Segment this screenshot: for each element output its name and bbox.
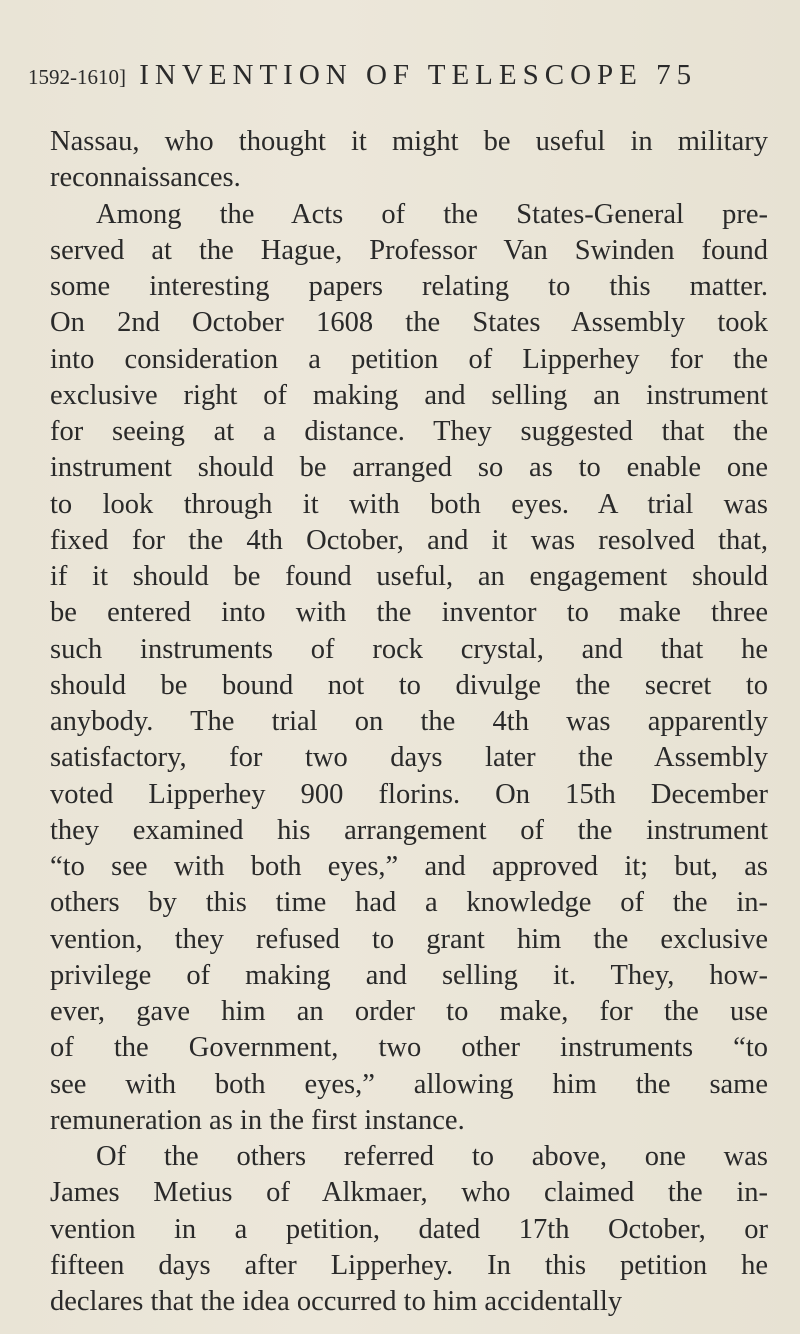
body-text: [50, 124, 768, 1320]
text-line: such instruments of rock crystal, and that he: [50, 633, 768, 665]
text-line: they examined his arrangement of the instrument: [50, 814, 768, 846]
running-head-text: [28, 59, 697, 92]
text-line: Nassau, who thought it might be useful in military: [50, 126, 768, 157]
text-line: reconnaissances.: [50, 162, 241, 194]
text-line: some interesting papers relating to this matter.: [50, 271, 768, 302]
text-line: into consideration a petition of Lipperhey for the: [50, 343, 768, 375]
text-line: vention in a petition, dated 17th October, or: [50, 1213, 768, 1245]
text-line: On 2nd October 1608 the States Assembly took: [50, 307, 768, 339]
text-line: Of the others referred to above, one was: [96, 1141, 768, 1172]
text-line: served at the Hague, Professor Van Swinden found: [50, 234, 768, 266]
text-line: satisfactory, for two days later the Assembly: [50, 742, 768, 774]
text-line: see with both eyes,” allowing him the same: [50, 1068, 768, 1100]
text-line: privilege of making and selling it. They, how-: [50, 959, 768, 991]
running-header: [28, 55, 778, 95]
text-line: fifteen days after Lipperhey. In this petition he: [50, 1249, 768, 1281]
text-line: instrument should be arranged so as to enable one: [50, 452, 768, 484]
text-line: remuneration as in the first instance.: [50, 1104, 465, 1136]
paragraph: [50, 197, 768, 1140]
text-line: for seeing at a distance. They suggested that the: [50, 416, 768, 447]
text-line: should be bound not to divulge the secret to: [50, 669, 768, 701]
text-line: of the Government, two other instruments “to: [50, 1032, 768, 1064]
text-line: declares that the idea occurred to him accidentally: [50, 1286, 623, 1317]
text-line: ever, gave him an order to make, for the use: [50, 996, 768, 1027]
text-line: vention, they refused to grant him the exclusive: [50, 923, 768, 955]
text-line: fixed for the 4th October, and it was resolved that,: [50, 524, 768, 556]
text-line: anybody. The trial on the 4th was apparently: [50, 706, 768, 737]
page-number: 75: [656, 59, 698, 91]
text-line: others by this time had a knowledge of the in-: [50, 887, 768, 919]
header-title: INVENTION OF TELESCOPE: [139, 59, 643, 91]
paragraph: [50, 124, 768, 197]
text-line: voted Lipperhey 900 florins. On 15th December: [50, 778, 768, 810]
text-line: if it should be found useful, an engagement should: [50, 561, 768, 592]
header-dates: 1592-1610]: [28, 65, 126, 89]
text-line: exclusive right of making and selling an instrument: [50, 379, 768, 411]
paragraph: [50, 1139, 768, 1320]
text-line: “to see with both eyes,” and approved it; but, as: [50, 851, 768, 882]
text-line: to look through it with both eyes. A trial was: [50, 488, 768, 520]
text-line: Among the Acts of the States-General pre-: [96, 198, 768, 230]
text-line: James Metius of Alkmaer, who claimed the in-: [50, 1177, 768, 1209]
text-line: be entered into with the inventor to make three: [50, 597, 768, 629]
